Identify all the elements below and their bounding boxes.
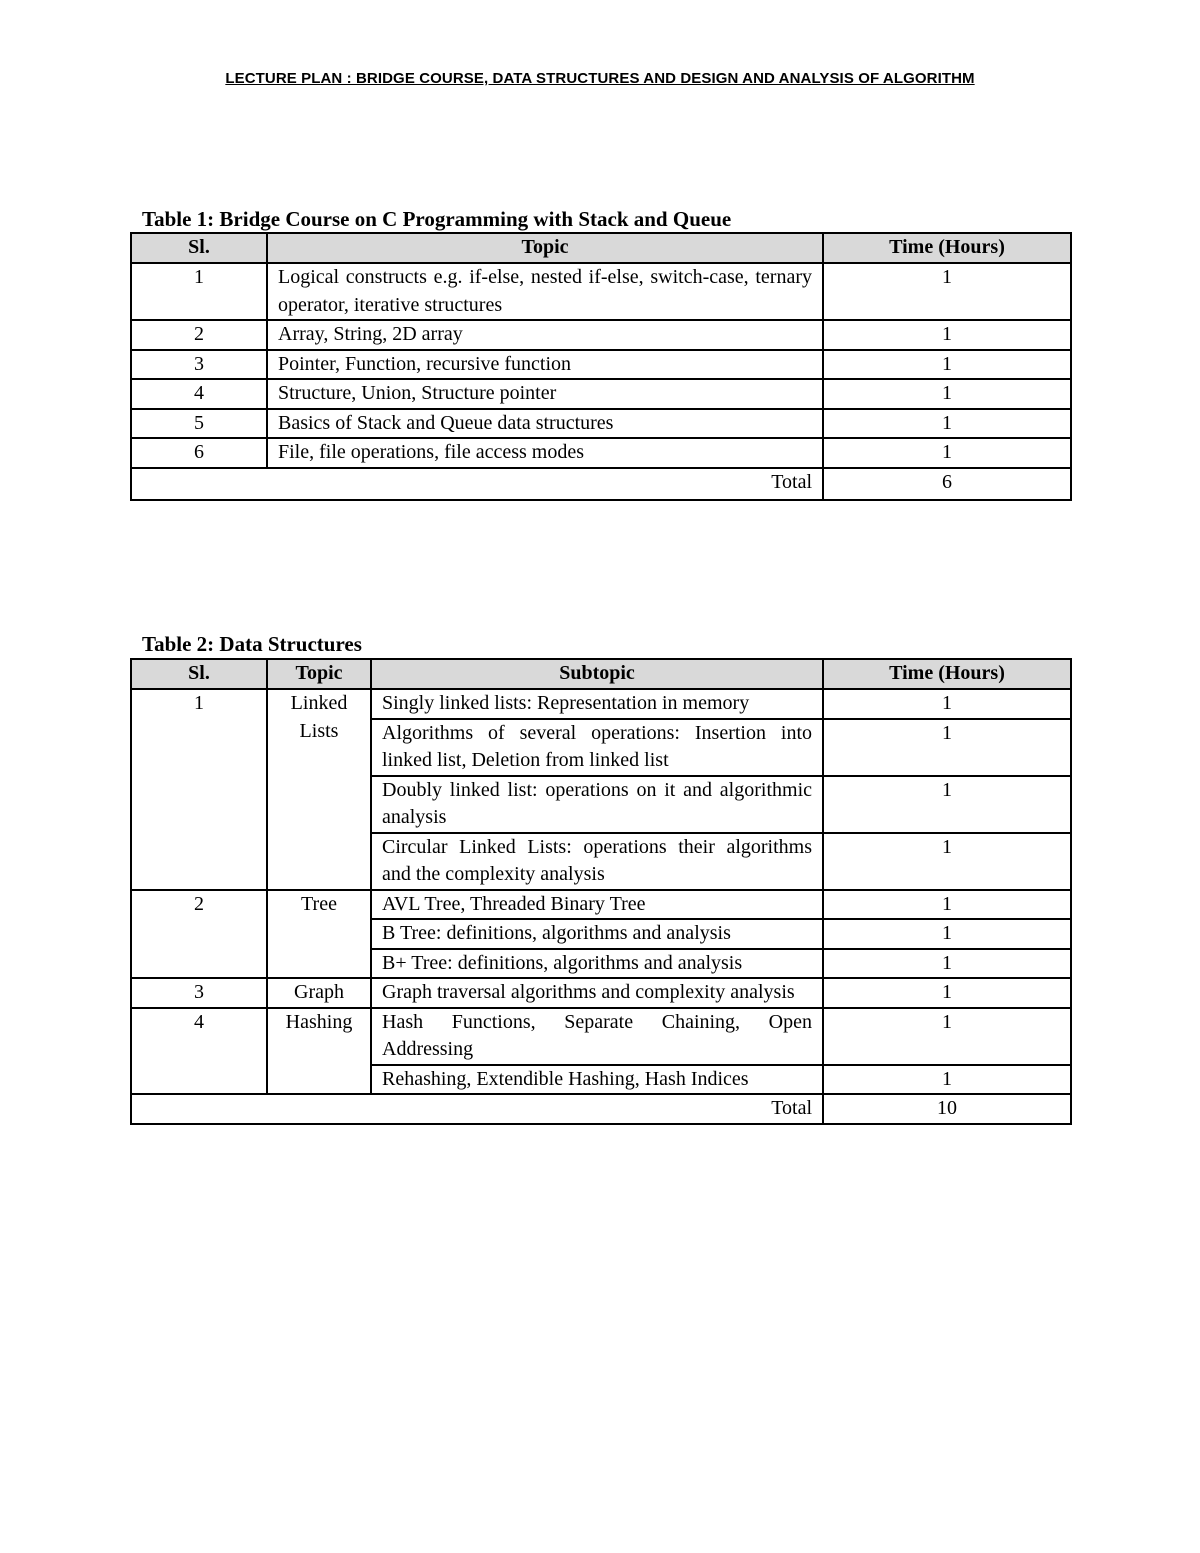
subtopic-cell: Graph traversal algorithms and complexity analysis [371,978,823,1008]
time-cell: 1 [823,719,1071,776]
column-header-time: Time (Hours) [823,659,1071,689]
column-header-subtopic: Subtopic [371,659,823,689]
topic-cell: Array, String, 2D array [267,320,823,350]
column-header-sl: Sl. [131,233,267,263]
topic-cell: Linked Lists [267,689,371,890]
table-row [131,379,1071,409]
time-cell: 1 [823,350,1071,380]
total-label: Total [131,468,823,500]
column-header-sl: Sl. [131,659,267,689]
table-row [131,320,1071,350]
subtopic-cell: Hash Functions, Separate Chaining, Open Addressing [371,1008,823,1065]
time-cell: 1 [823,320,1071,350]
sl-cell: 1 [131,263,267,320]
sl-cell: 4 [131,1008,267,1095]
topic-cell: Graph [267,978,371,1008]
table-row [131,890,1071,920]
table-row [131,1008,1071,1065]
column-header-topic: Topic [267,233,823,263]
total-value: 6 [823,468,1071,500]
subtopic-cell: B+ Tree: definitions, algorithms and analysis [371,949,823,979]
time-cell: 1 [823,890,1071,920]
sl-cell: 1 [131,689,267,890]
column-header-time: Time (Hours) [823,233,1071,263]
subtopic-cell: Circular Linked Lists: operations their algorithms and the complexity analysis [371,833,823,890]
time-cell: 1 [823,978,1071,1008]
subtopic-cell: Rehashing, Extendible Hashing, Hash Indices [371,1065,823,1095]
time-cell: 1 [823,409,1071,439]
time-cell: 1 [823,263,1071,320]
time-cell: 1 [823,689,1071,719]
table-row [131,689,1071,719]
topic-cell: File, file operations, file access modes [267,438,823,468]
time-cell: 1 [823,1065,1071,1095]
sl-cell: 3 [131,350,267,380]
table1 [130,232,1072,501]
table-row [131,438,1071,468]
topic-cell: Structure, Union, Structure pointer [267,379,823,409]
table2 [130,658,1072,1125]
page-header: LECTURE PLAN : BRIDGE COURSE, DATA STRUCTURES AND DESIGN AND ANALYSIS OF ALGORITHM [225,70,975,87]
subtopic-cell: B Tree: definitions, algorithms and analysis [371,919,823,949]
subtopic-cell: AVL Tree, Threaded Binary Tree [371,890,823,920]
topic-cell: Basics of Stack and Queue data structures [267,409,823,439]
subtopic-cell: Doubly linked list: operations on it and algorithmic analysis [371,776,823,833]
time-cell: 1 [823,833,1071,890]
subtopic-cell: Singly linked lists: Representation in memory [371,689,823,719]
subtopic-cell: Algorithms of several operations: Insertion into linked list, Deletion from linked list [371,719,823,776]
table-row [131,409,1071,439]
total-value: 10 [823,1094,1071,1124]
table1-header-row [131,233,1071,263]
table2-header-row [131,659,1071,689]
time-cell: 1 [823,919,1071,949]
time-cell: 1 [823,949,1071,979]
table1-title: Table 1: Bridge Course on C Programming with Stack and Queue [142,207,732,231]
topic-cell: Hashing [267,1008,371,1095]
topic-cell: Logical constructs e.g. if-else, nested if-else, switch-case, ternary operator, iterative structures [267,263,823,320]
total-label: Total [131,1094,823,1124]
sl-cell: 4 [131,379,267,409]
total-row [131,1094,1071,1124]
time-cell: 1 [823,379,1071,409]
total-row [131,468,1071,500]
sl-cell: 2 [131,320,267,350]
table-row [131,350,1071,380]
topic-cell: Pointer, Function, recursive function [267,350,823,380]
topic-cell: Tree [267,890,371,979]
column-header-topic: Topic [267,659,371,689]
table-row [131,263,1071,320]
sl-cell: 3 [131,978,267,1008]
table-row [131,978,1071,1008]
table2-title: Table 2: Data Structures [142,632,362,656]
time-cell: 1 [823,438,1071,468]
sl-cell: 2 [131,890,267,979]
sl-cell: 6 [131,438,267,468]
time-cell: 1 [823,1008,1071,1065]
sl-cell: 5 [131,409,267,439]
time-cell: 1 [823,776,1071,833]
